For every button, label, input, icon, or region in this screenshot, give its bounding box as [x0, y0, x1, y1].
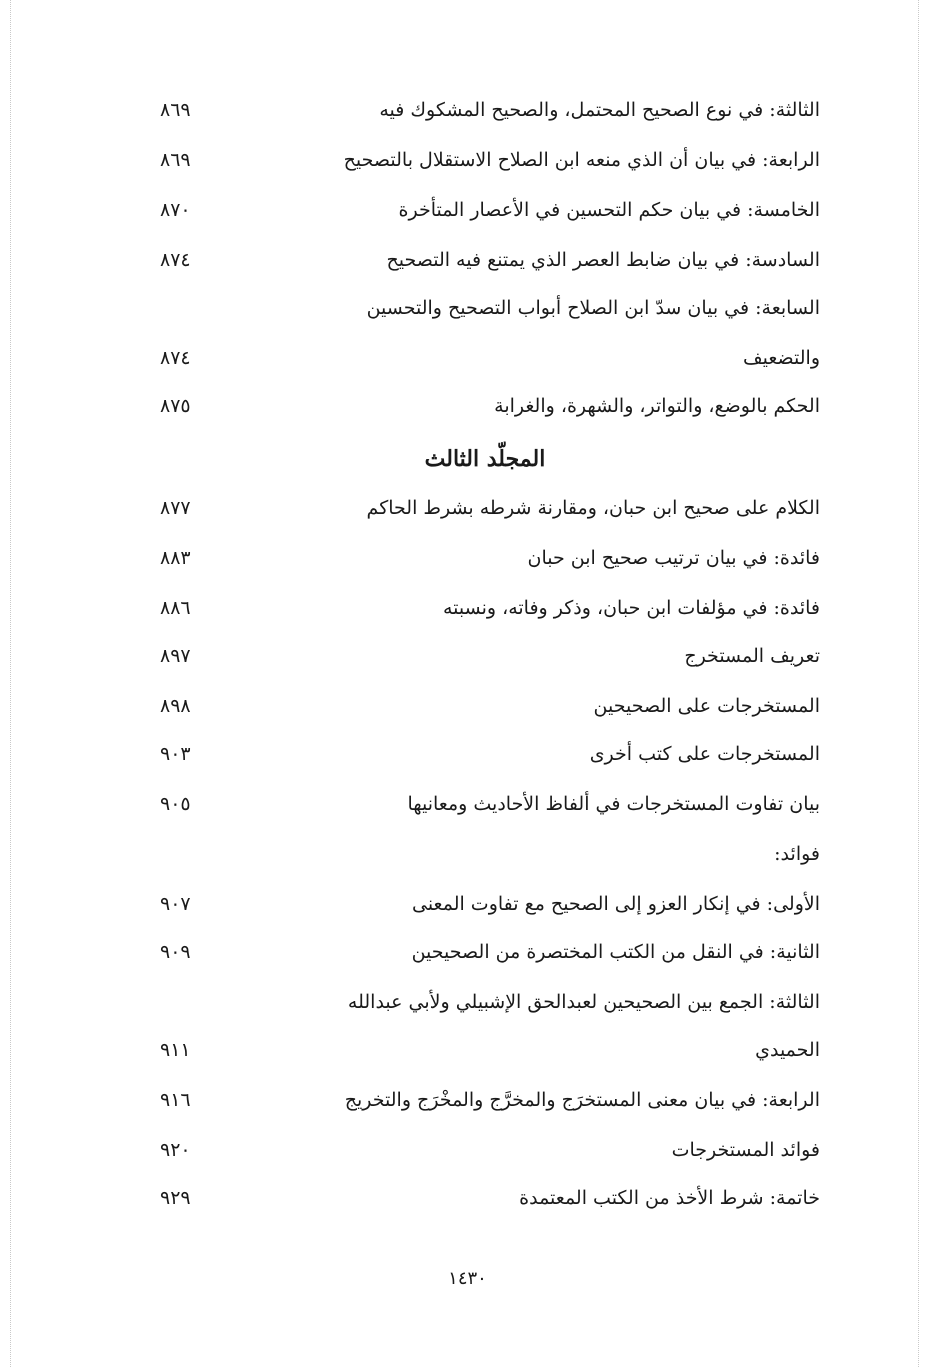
toc-entry-page: ٩٢٩	[160, 1187, 191, 1209]
toc-entry	[150, 636, 820, 676]
scan-edge-right	[918, 0, 919, 1367]
toc-entry	[150, 686, 820, 726]
toc-entry-page: ٩٠٥	[160, 793, 191, 815]
toc-entry	[150, 488, 820, 528]
toc-entry-title: الثالثة: الجمع بين الصحيحين لعبدالحق الإشبيلي ولأبي عبدالله	[347, 991, 820, 1013]
toc-entry-title: الرابعة: في بيان معنى المستخرَج والمخرَّج والمخْرَج والتخريج	[344, 1089, 820, 1111]
toc-entry-title: الأولى: في إنكار العزو إلى الصحيح مع تفاوت المعنى	[411, 893, 820, 915]
toc-entry	[150, 982, 820, 1022]
toc-entry-title: فوائد:	[774, 843, 820, 865]
toc-entry	[150, 538, 820, 578]
toc-entry-page: ٩٠٧	[160, 893, 191, 915]
toc-entry	[150, 240, 820, 280]
toc-entry-page: ٩٢٠	[160, 1139, 191, 1161]
toc-entry-page: ٨٩٨	[160, 695, 191, 717]
toc-entry-title: المستخرجات على الصحيحين	[593, 695, 820, 717]
toc-entry-title: فوائد المستخرجات	[671, 1139, 820, 1161]
toc-entry-page: ٨٧٤	[160, 347, 191, 369]
toc-entry	[150, 588, 820, 628]
toc-entry-page: ٨٨٣	[160, 547, 191, 569]
toc-entry-page: ٨٦٩	[160, 99, 191, 121]
toc-entry-page: ٨٨٦	[160, 597, 191, 619]
toc-entry-title: الحميدي	[755, 1039, 820, 1061]
toc-entry	[150, 884, 820, 924]
toc-entry	[150, 386, 820, 426]
toc-entry	[150, 1030, 820, 1070]
toc-entry-page: ٩١١	[160, 1039, 191, 1061]
toc-entry-page: ٩١٦	[160, 1089, 191, 1111]
toc-entry	[150, 90, 820, 130]
toc-entry-title: فائدة: في مؤلفات ابن حبان، وذكر وفاته، ونسبته	[442, 597, 820, 619]
toc-entry-page: ٩٠٩	[160, 941, 191, 963]
toc-entry	[150, 1080, 820, 1120]
toc-entry	[150, 288, 820, 328]
toc-entry-title: المستخرجات على كتب أخرى	[589, 743, 820, 765]
toc-entry	[150, 140, 820, 180]
toc-entry-title: فائدة: في بيان ترتيب صحيح ابن حبان	[527, 547, 820, 569]
scan-edge-left	[10, 0, 11, 1367]
toc-entry-title: الحكم بالوضع، والتواتر، والشهرة، والغرابة	[494, 395, 820, 417]
volume-heading: المجلّد الثالث	[424, 446, 546, 472]
toc-entry	[150, 834, 820, 874]
toc-entry	[150, 784, 820, 824]
toc-entry-page: ٨٧٤	[160, 249, 191, 271]
toc-entry-page: ٩٠٣	[160, 743, 191, 765]
toc-entry	[150, 1130, 820, 1170]
toc-entry	[150, 338, 820, 378]
page-number: ١٤٣٠	[448, 1268, 487, 1289]
toc-entry	[150, 1178, 820, 1218]
toc-entry-title: الثانية: في النقل من الكتب المختصرة من الصحيحين	[411, 941, 820, 963]
toc-entry-page: ٨٦٩	[160, 149, 191, 171]
toc-entry-page: ٨٧٠	[160, 199, 191, 221]
toc-entry-title: السابعة: في بيان سدّ ابن الصلاح أبواب التصحيح والتحسين	[366, 297, 820, 319]
toc-entry-page: ٨٧٥	[160, 395, 191, 417]
toc-entry-title: السادسة: في بيان ضابط العصر الذي يمتنع فيه التصحيح	[386, 249, 820, 271]
toc-entry-title: الكلام على صحيح ابن حبان، ومقارنة شرطه بشرط الحاكم	[366, 497, 820, 519]
toc-entry	[150, 190, 820, 230]
toc-entry-title: الثالثة: في نوع الصحيح المحتمل، والصحيح المشكوك فيه	[379, 99, 820, 121]
toc-entry-title: والتضعيف	[742, 347, 820, 369]
toc-entry-page: ٨٩٧	[160, 645, 191, 667]
toc-entry-page: ٨٧٧	[160, 497, 191, 519]
toc-entry-title: تعريف المستخرج	[684, 645, 820, 667]
toc-entry-title: الخامسة: في بيان حكم التحسين في الأعصار المتأخرة	[398, 199, 820, 221]
toc-entry	[150, 734, 820, 774]
toc-entry-title: الرابعة: في بيان أن الذي منعه ابن الصلاح الاستقلال بالتصحيح	[343, 149, 820, 171]
toc-entry-title: خاتمة: شرط الأخذ من الكتب المعتمدة	[519, 1187, 820, 1209]
toc-entry-title: بيان تفاوت المستخرجات في ألفاظ الأحاديث ومعانيها	[407, 793, 820, 815]
toc-entry	[150, 932, 820, 972]
